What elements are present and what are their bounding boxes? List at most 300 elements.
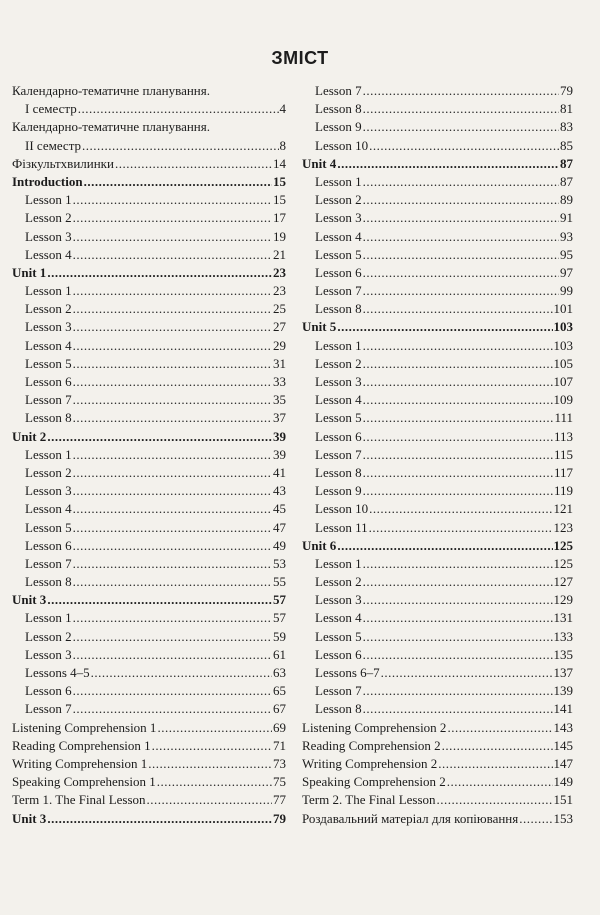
- toc-entry: [12, 682, 286, 700]
- toc-entry-page: 57: [273, 610, 286, 626]
- toc-column-left: [12, 82, 286, 828]
- toc-entry-label: Lesson 3: [25, 319, 72, 335]
- toc-entry: [12, 537, 286, 555]
- toc-entry: [302, 646, 573, 664]
- dot-leader: [157, 773, 272, 791]
- dot-leader: [363, 173, 559, 191]
- toc-entry-page: 21: [273, 246, 286, 262]
- toc-entry-label: Lesson 2: [25, 210, 72, 226]
- dot-leader: [363, 573, 553, 591]
- toc-entry: [12, 646, 286, 664]
- toc-entry-label: Lesson 2: [25, 628, 72, 644]
- dot-leader: [363, 300, 553, 318]
- toc-entry: [12, 755, 286, 773]
- toc-entry-label: Lesson 7: [315, 283, 362, 299]
- toc-entry: [12, 573, 286, 591]
- toc-entry-label: II семестр: [25, 137, 82, 153]
- toc-entry-page: 139: [553, 683, 573, 699]
- toc-entry: [302, 318, 573, 336]
- dot-leader: [369, 137, 559, 155]
- toc-entry-label: Календарно-тематичне планування.: [12, 83, 210, 98]
- toc-entry-label: Lesson 3: [315, 374, 362, 389]
- dot-leader: [82, 137, 278, 155]
- dot-leader: [73, 646, 272, 664]
- dot-leader: [73, 464, 272, 482]
- toc-entry: [302, 791, 573, 809]
- toc-entry: [302, 355, 573, 373]
- toc-entry: [302, 482, 573, 500]
- dot-leader: [363, 555, 553, 573]
- toc-entry-label: Календарно-тематичне планування.: [12, 119, 210, 135]
- dot-leader: [73, 300, 272, 318]
- dot-leader: [147, 791, 272, 809]
- toc-entry: [12, 246, 286, 264]
- toc-entry-page: 149: [553, 774, 573, 790]
- toc-entry-page: 137: [553, 665, 573, 680]
- toc-entry-page: 79: [560, 83, 573, 98]
- dot-leader: [73, 337, 272, 355]
- toc-entry-label: Lesson 8: [25, 574, 72, 590]
- dot-leader: [47, 264, 272, 282]
- toc-entry: [302, 464, 573, 482]
- toc-entry: [302, 391, 573, 409]
- toc-entry: [302, 337, 573, 355]
- toc-entry-page: 23: [273, 283, 286, 299]
- toc-entry-page: 45: [273, 501, 286, 517]
- dot-leader: [73, 500, 272, 518]
- toc-entry-label: Writing Comprehension 2: [302, 755, 438, 771]
- toc-entry: [302, 82, 573, 100]
- toc-entry-label: I семестр: [25, 101, 77, 117]
- toc-entry-page: 75: [273, 774, 286, 790]
- dot-leader: [115, 155, 272, 173]
- toc-entry-page: 121: [553, 501, 573, 517]
- toc-entry: [12, 209, 286, 227]
- dot-leader: [519, 810, 552, 828]
- toc-entry-page: 131: [553, 610, 573, 626]
- dot-leader: [73, 355, 272, 373]
- toc-entry-label: Lesson 2: [25, 464, 72, 480]
- toc-entry-page: 39: [273, 446, 286, 462]
- dot-leader: [73, 391, 272, 409]
- toc-entry-label: Lessons 4–5: [25, 665, 90, 680]
- toc-entry-page: 93: [560, 228, 573, 244]
- dot-leader: [363, 391, 553, 409]
- dot-leader: [148, 755, 272, 773]
- toc-entry-label: Lesson 1: [25, 446, 72, 462]
- dot-leader: [73, 209, 272, 227]
- dot-leader: [363, 464, 553, 482]
- toc-entry: [302, 209, 573, 227]
- dot-leader: [363, 700, 553, 718]
- toc-entry-label: Lesson 6: [315, 646, 362, 662]
- toc-entry: [12, 555, 286, 573]
- toc-entry: [12, 810, 286, 828]
- dot-leader: [47, 428, 272, 446]
- toc-entry-label: Lesson 6: [25, 374, 72, 389]
- dot-leader: [91, 664, 272, 682]
- toc-entry-label: Lesson 4: [25, 337, 72, 353]
- toc-entry-page: 81: [560, 101, 573, 117]
- toc-entry-page: 27: [273, 319, 286, 335]
- dot-leader: [363, 246, 559, 264]
- dot-leader: [73, 373, 272, 391]
- toc-entry-label: Lesson 3: [25, 483, 72, 499]
- toc-entry-label: Lesson 8: [315, 101, 362, 117]
- toc-entry: [302, 755, 573, 773]
- toc-entry-page: 87: [560, 173, 573, 189]
- toc-entry-page: 49: [273, 537, 286, 553]
- toc-entry-page: 29: [273, 337, 286, 353]
- toc-entry-label: Lesson 3: [25, 646, 72, 662]
- toc-entry-page: 89: [560, 192, 573, 208]
- toc-entry-page: 117: [553, 464, 573, 480]
- toc-entry-page: 57: [273, 592, 286, 608]
- toc-entry-label: Lesson 5: [315, 410, 362, 426]
- toc-entry-page: 145: [553, 737, 573, 753]
- toc-entry-page: 125: [553, 537, 573, 553]
- toc-entry-label: Unit 1: [12, 264, 47, 280]
- toc-entry-page: 41: [273, 464, 286, 480]
- toc-entry: [12, 118, 286, 136]
- toc-entry: [12, 700, 286, 718]
- toc-entry: [12, 519, 286, 537]
- toc-entry: [12, 428, 286, 446]
- toc-entry: [302, 118, 573, 136]
- dot-leader: [73, 318, 272, 336]
- toc-entry-page: 39: [273, 428, 286, 444]
- toc-entry: [12, 591, 286, 609]
- toc-entry-label: Lesson 6: [25, 683, 72, 699]
- toc-entry: [302, 773, 573, 791]
- toc-entry-page: 103: [553, 337, 573, 353]
- page-title: ЗМІСТ: [271, 48, 329, 68]
- toc-entry-page: 47: [273, 519, 286, 535]
- toc-entry-label: Lesson 8: [315, 701, 362, 717]
- dot-leader: [47, 810, 272, 828]
- dot-leader: [447, 719, 552, 737]
- toc-entry-page: 59: [273, 628, 286, 644]
- toc-entry-label: Lesson 1: [25, 192, 72, 208]
- toc-entry-page: 113: [553, 428, 573, 444]
- toc-entry-label: Lesson 4: [315, 610, 362, 626]
- toc-entry-label: Lesson 6: [315, 264, 362, 280]
- toc-entry-label: Lesson 5: [25, 355, 72, 371]
- toc-entry: [12, 155, 286, 173]
- dot-leader: [73, 409, 272, 427]
- dot-leader: [73, 282, 272, 300]
- toc-entry: [302, 264, 573, 282]
- toc-entry-label: Reading Comprehension 2: [302, 737, 441, 753]
- dot-leader: [363, 373, 553, 391]
- toc-entry-page: 63: [273, 665, 286, 680]
- dot-leader: [363, 100, 559, 118]
- toc-entry: [12, 664, 286, 682]
- toc-entry: [12, 318, 286, 336]
- toc-entry: [302, 537, 573, 555]
- toc-entry: [12, 500, 286, 518]
- toc-entry: [12, 791, 286, 809]
- toc-entry: [12, 264, 286, 282]
- toc-entry: [12, 391, 286, 409]
- toc-entry-page: 105: [553, 355, 573, 371]
- toc-entry-label: Lesson 4: [315, 228, 362, 244]
- toc-entry-page: 107: [553, 374, 573, 389]
- dot-leader: [363, 646, 553, 664]
- toc-entry: [302, 682, 573, 700]
- toc-entry-page: 4: [279, 101, 286, 117]
- toc-entry-page: 111: [554, 410, 573, 426]
- dot-leader: [73, 700, 272, 718]
- toc-entry: [12, 337, 286, 355]
- dot-leader: [363, 628, 553, 646]
- toc-entry-page: 67: [273, 701, 286, 717]
- toc-entry: [12, 628, 286, 646]
- toc-entry-label: Lesson 1: [315, 555, 362, 571]
- toc-entry-label: Lesson 5: [315, 628, 362, 644]
- toc-entry-label: Lesson 7: [25, 701, 72, 717]
- toc-entry: [302, 591, 573, 609]
- toc-entry: [302, 609, 573, 627]
- toc-entry-page: 135: [553, 646, 573, 662]
- dot-leader: [447, 773, 553, 791]
- toc-entry-label: Lesson 1: [25, 283, 72, 299]
- toc-entry-label: Lessons 6–7: [315, 665, 380, 680]
- toc-entry: [12, 446, 286, 464]
- toc-entry-label: Lesson 7: [315, 683, 362, 699]
- toc-entry: [302, 100, 573, 118]
- toc-entry: [302, 191, 573, 209]
- toc-entry-label: Lesson 10: [315, 501, 369, 517]
- toc-entry: [12, 355, 286, 373]
- dot-leader: [363, 355, 553, 373]
- dot-leader: [73, 609, 272, 627]
- toc-entry-label: Lesson 1: [25, 610, 72, 626]
- toc-entry-page: 17: [273, 210, 286, 226]
- toc-entry-page: 87: [560, 155, 573, 171]
- toc-entry-label: Lesson 8: [315, 301, 362, 317]
- toc-entry-label: Lesson 2: [315, 574, 362, 590]
- toc-entry: [302, 409, 573, 427]
- toc-entry: [302, 300, 573, 318]
- toc-entry-page: 73: [273, 755, 286, 771]
- dot-leader: [363, 609, 553, 627]
- toc-entry-label: Unit 5: [302, 319, 337, 335]
- toc-entry-page: 141: [553, 701, 573, 717]
- toc-entry-label: Speaking Comprehension 2: [302, 774, 446, 790]
- dot-leader: [152, 737, 272, 755]
- toc-entry-page: 127: [553, 574, 573, 590]
- toc-entry-label: Lesson 7: [315, 446, 362, 462]
- toc-entry: [12, 773, 286, 791]
- toc-entry: [12, 191, 286, 209]
- toc-entry-page: 115: [553, 446, 573, 462]
- toc-entry-label: Lesson 5: [315, 246, 362, 262]
- toc-entry: [302, 664, 573, 682]
- toc-entry-page: 25: [273, 301, 286, 317]
- dot-leader: [363, 282, 559, 300]
- toc-entry-label: Lesson 8: [315, 464, 362, 480]
- dot-leader: [84, 173, 272, 191]
- toc-entry-page: 61: [273, 646, 286, 662]
- toc-entry-page: 77: [273, 792, 286, 808]
- toc-entry: [302, 519, 573, 537]
- toc-entry-label: Lesson 2: [25, 301, 72, 317]
- dot-leader: [157, 719, 272, 737]
- dot-leader: [369, 519, 553, 537]
- toc-entry-label: Lesson 10: [315, 137, 369, 153]
- dot-leader: [363, 682, 553, 700]
- toc-entry: [302, 555, 573, 573]
- toc-entry-page: 33: [273, 374, 286, 389]
- toc-entry: [302, 228, 573, 246]
- dot-leader: [73, 246, 272, 264]
- toc-entry-label: Writing Comprehension 1: [12, 755, 148, 771]
- toc-entry-page: 55: [273, 574, 286, 590]
- toc-entry-page: 23: [273, 264, 286, 280]
- toc-entry-label: Lesson 9: [315, 119, 362, 135]
- toc-entry: [12, 482, 286, 500]
- toc-entry-label: Unit 3: [12, 592, 47, 608]
- toc-entry-page: 133: [553, 628, 573, 644]
- dot-leader: [73, 628, 272, 646]
- dot-leader: [73, 537, 272, 555]
- toc-entry-label: Unit 6: [302, 537, 337, 553]
- toc-entry: [12, 300, 286, 318]
- toc-entry: [302, 500, 573, 518]
- dot-leader: [73, 555, 272, 573]
- toc-entry-page: 101: [553, 301, 573, 317]
- dot-leader: [363, 264, 559, 282]
- toc-entry-label: Lesson 9: [315, 483, 362, 499]
- toc-entry: [12, 409, 286, 427]
- toc-entry: [12, 719, 286, 737]
- toc-entry-page: 143: [553, 719, 573, 735]
- toc-entry-page: 119: [553, 483, 573, 499]
- dot-leader: [363, 82, 559, 100]
- toc-entry: [302, 173, 573, 191]
- toc-entry: [12, 100, 286, 118]
- toc-entry-page: 79: [273, 810, 286, 826]
- toc-entry-page: 125: [553, 555, 573, 571]
- toc-entry-label: Роздавальний матеріал для копіювання: [302, 810, 519, 826]
- toc-entry: [12, 737, 286, 755]
- dot-leader: [73, 446, 272, 464]
- dot-leader: [73, 191, 272, 209]
- toc-entry-label: Lesson 6: [25, 537, 72, 553]
- toc-entry: [302, 373, 573, 391]
- dot-leader: [337, 318, 552, 336]
- toc-entry: [302, 446, 573, 464]
- toc-entry-label: Unit 2: [12, 428, 47, 444]
- toc-entry-page: 151: [553, 792, 573, 808]
- toc-entry-label: Lesson 4: [25, 246, 72, 262]
- dot-leader: [437, 791, 553, 809]
- toc-entry: [302, 137, 573, 155]
- dot-leader: [337, 537, 552, 555]
- toc-entry-label: Lesson 7: [315, 83, 362, 98]
- dot-leader: [363, 118, 559, 136]
- toc-entry-label: Lesson 3: [25, 228, 72, 244]
- toc-entry-page: 53: [273, 555, 286, 571]
- toc-entry: [12, 137, 286, 155]
- toc-entry-label: Introduction: [12, 173, 83, 189]
- toc-entry-label: Term 2. The Final Lesson: [302, 792, 436, 808]
- toc-entry-page: 109: [553, 392, 573, 408]
- toc-entry-label: Lesson 3: [315, 592, 362, 608]
- toc-entry: [302, 737, 573, 755]
- toc-entry-label: Lesson 1: [315, 173, 362, 189]
- toc-entry-page: 91: [560, 210, 573, 226]
- toc-entry: [12, 609, 286, 627]
- toc-entry-page: 71: [273, 737, 286, 753]
- toc-entry-page: 97: [560, 264, 573, 280]
- toc-entry-page: 99: [560, 283, 573, 299]
- toc-entry-label: Фізкультхвилинки: [12, 155, 114, 171]
- dot-leader: [47, 591, 272, 609]
- dot-leader: [438, 755, 552, 773]
- toc-entry-page: 19: [273, 228, 286, 244]
- dot-leader: [73, 482, 272, 500]
- toc-entry: [12, 373, 286, 391]
- dot-leader: [363, 482, 553, 500]
- dot-leader: [337, 155, 559, 173]
- toc-entry-page: 69: [273, 719, 286, 735]
- toc-entry-page: 43: [273, 483, 286, 499]
- toc-entry-label: Lesson 6: [315, 428, 362, 444]
- dot-leader: [73, 228, 272, 246]
- dot-leader: [363, 209, 559, 227]
- toc-entry-label: Lesson 3: [315, 210, 362, 226]
- toc-entry-page: 37: [273, 410, 286, 426]
- toc-entry: [12, 282, 286, 300]
- toc-entry: [302, 628, 573, 646]
- dot-leader: [73, 573, 272, 591]
- toc-entry-label: Speaking Comprehension 1: [12, 774, 156, 790]
- toc-entry-label: Lesson 1: [315, 337, 362, 353]
- toc-entry-label: Listening Comprehension 2: [302, 719, 447, 735]
- toc-entry-page: 85: [560, 137, 573, 153]
- toc-entry-label: Listening Comprehension 1: [12, 719, 157, 735]
- toc-entry-label: Lesson 5: [25, 519, 72, 535]
- toc-entry: [302, 282, 573, 300]
- toc-entry-page: 147: [553, 755, 573, 771]
- toc-entry-page: 15: [273, 173, 286, 189]
- dot-leader: [363, 428, 553, 446]
- dot-leader: [78, 100, 279, 118]
- dot-leader: [363, 337, 553, 355]
- toc-entry-label: Unit 3: [12, 810, 47, 826]
- toc-entry-page: 65: [273, 683, 286, 699]
- dot-leader: [363, 228, 559, 246]
- toc-entry: [302, 573, 573, 591]
- dot-leader: [363, 446, 553, 464]
- toc-entry-label: Lesson 7: [25, 392, 72, 408]
- toc-entry-page: 35: [273, 392, 286, 408]
- toc-entry-label: Unit 4: [302, 155, 337, 171]
- toc-entry-page: 31: [273, 355, 286, 371]
- toc-entry: [302, 428, 573, 446]
- toc-entry: [302, 810, 573, 828]
- dot-leader: [363, 591, 553, 609]
- toc-entry-label: Lesson 2: [315, 192, 362, 208]
- toc-entry-label: Lesson 4: [315, 392, 362, 408]
- toc-column-right: [302, 82, 573, 828]
- toc-entry-page: 14: [273, 155, 286, 171]
- toc-entry-label: Reading Comprehension 1: [12, 737, 151, 753]
- toc-entry-page: 129: [553, 592, 573, 608]
- toc-entry: [12, 82, 286, 100]
